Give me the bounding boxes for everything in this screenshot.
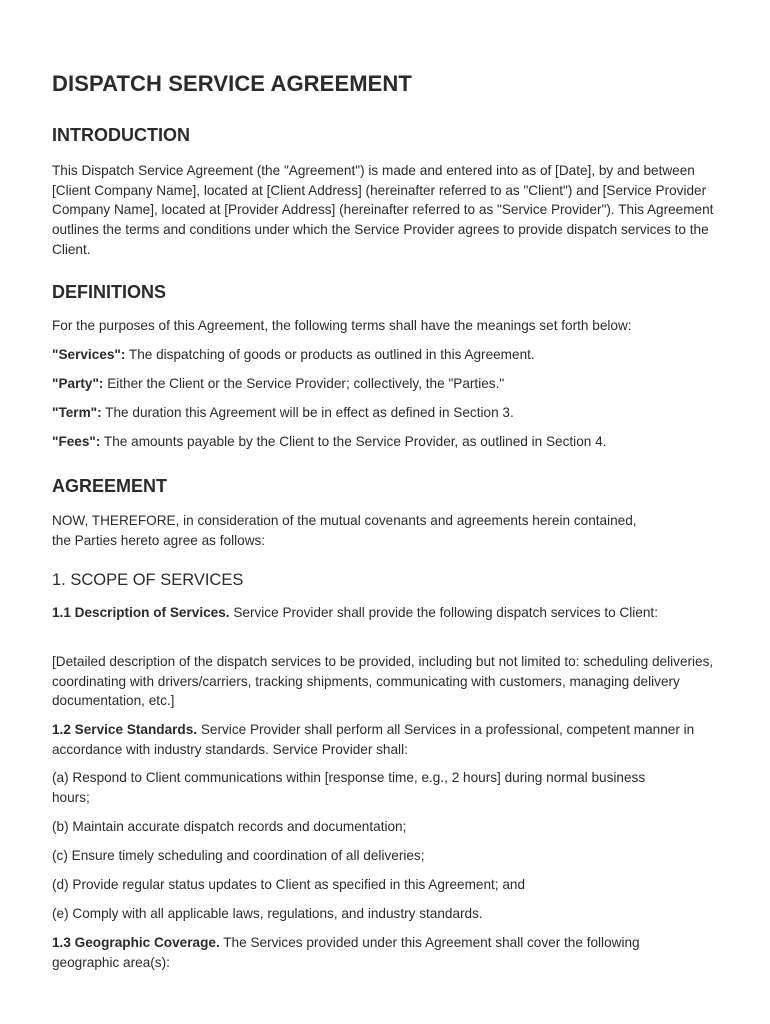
standard-item: (c) Ensure timely scheduling and coordination of all deliveries; xyxy=(52,848,425,863)
scope-heading: 1. SCOPE OF SERVICES xyxy=(52,571,244,589)
definition-item xyxy=(52,345,722,365)
definition-term: "Services": xyxy=(52,347,126,362)
section-text: The Services provided under this Agreement shall cover the following geographic area(s): xyxy=(52,935,640,970)
definition-text: The duration this Agreement will be in effect as defined in Section 3. xyxy=(101,405,514,420)
section-label: 1.3 Geographic Coverage. xyxy=(52,935,220,950)
definition-text: The amounts payable by the Client to the Service Provider, as outlined in Section 4. xyxy=(100,434,607,449)
section-text: Service Provider shall perform all Services in a professional, competent manner in accordance with industry standards. Service Provider shall: xyxy=(52,722,695,757)
section-1-3 xyxy=(52,933,672,972)
standard-item: (a) Respond to Client communications within [response time, e.g., 2 hours] during normal business hours; xyxy=(52,770,646,805)
definition-item xyxy=(52,403,722,423)
section-1-1-detail: [Detailed description of the dispatch services to be provided, including but not limited to: scheduling deliveries, coordinating with drivers/carriers, tracking shipments, communicating with customers, managing delivery documentation, etc.] xyxy=(52,654,714,709)
section-label: 1.2 Service Standards. xyxy=(52,722,198,737)
standard-item: (e) Comply with all applicable laws, regulations, and industry standards. xyxy=(52,906,483,921)
definitions-heading: DEFINITIONS xyxy=(52,282,167,302)
definition-item xyxy=(52,432,722,452)
standard-item: (b) Maintain accurate dispatch records and documentation; xyxy=(52,819,407,834)
definition-term: "Term": xyxy=(52,405,102,420)
agreement-heading: AGREEMENT xyxy=(52,476,168,496)
introduction-paragraph: This Dispatch Service Agreement (the "Agreement") is made and entered into as of [Date], by and between [Client Company Name], located at [Client Address] (hereinafter referred to as "Client") and [Service Provider Company Name], located at [Provider Address] (hereinafter referred to as "Service Provider"). This Agreement outlines the terms and conditions under which the Service Provider agrees to provide dispatch services to the Client. xyxy=(52,163,714,257)
section-label: 1.1 Description of Services. xyxy=(52,605,230,620)
definitions-intro: For the purposes of this Agreement, the following terms shall have the meanings set forth below: xyxy=(52,318,632,333)
section-1-2 xyxy=(52,720,717,759)
introduction-heading: INTRODUCTION xyxy=(52,125,190,145)
definition-term: "Fees": xyxy=(52,434,101,449)
definition-text: The dispatching of goods or products as outlined in this Agreement. xyxy=(125,347,535,362)
document-title: DISPATCH SERVICE AGREEMENT xyxy=(52,71,412,96)
agreement-paragraph: NOW, THEREFORE, in consideration of the mutual covenants and agreements herein contained, the Parties hereto agree as follows: xyxy=(52,513,637,548)
section-1-1 xyxy=(52,603,712,623)
definition-item xyxy=(52,374,722,394)
section-text: Service Provider shall provide the following dispatch services to Client: xyxy=(229,605,658,620)
definition-term: "Party": xyxy=(52,376,104,391)
definition-text: Either the Client or the Service Provider; collectively, the "Parties." xyxy=(103,376,505,391)
standard-item: (d) Provide regular status updates to Client as specified in this Agreement; and xyxy=(52,877,526,892)
